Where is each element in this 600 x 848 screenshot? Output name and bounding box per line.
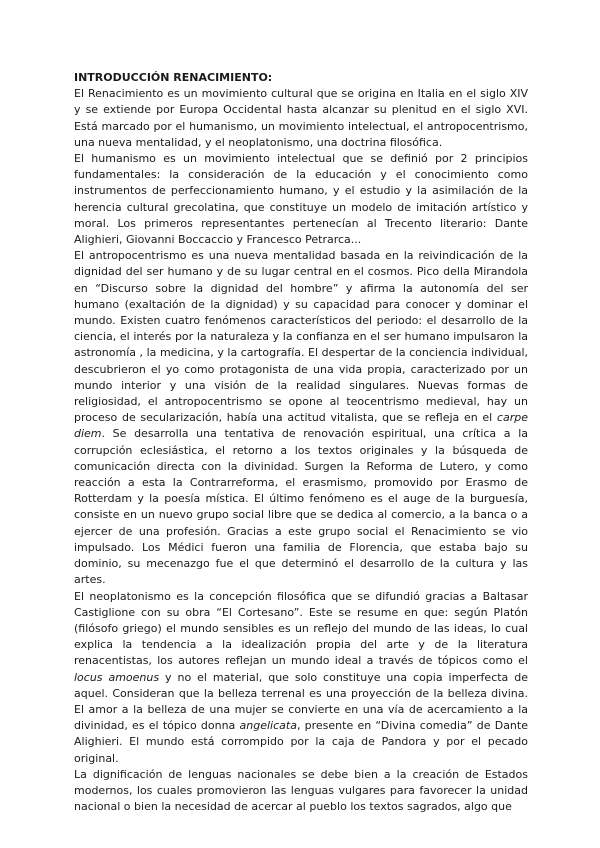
italic-term-carpe-diem: carpe diem [74, 411, 528, 441]
paragraph-antropocentrismo [74, 248, 528, 588]
text-segment: , presente en “Divina comedia” de Dante Alighieri. El mundo está corrompido por la caja de Pandora y por el pecado original. [74, 719, 528, 765]
text-segment: El neoplatonismo es la concepción filosófica que se difundió gracias a Baltasar Castiglione con su obra “El Cortesano”. Este se resume en que: según Platón (filósofo griego) el mundo sensibles es un reflejo del mundo de las ideas, lo cual explica la tendencia a la idealización propia del arte y de la literatura renacentistas, los autores reflejan un mundo ideal a través de tópicos como el [74, 589, 528, 668]
italic-term-angelicata: angelicata [239, 719, 297, 733]
text-segment: El humanismo es un movimiento intelectual que se definió por 2 principios fundamentales: la consideración de la educación y el conocimiento como instrumentos de perfeccionamiento humano, y el estudio y la asimilación de la herencia cultural grecolatina, que constituye un modelo de imitación artístico y moral. Los primeros representantes pertenecían al Trecento literario: Dante Alighieri, Giovanni Boccaccio y Francesco Petrarca... [74, 152, 528, 247]
text-segment: . Se desarrolla una tentativa de renovación espiritual, una crítica a la corrupción eclesiástica, el retorno a los textos originales y la búsqueda de comunicación directa con la divinidad. Surgen la Reforma de Lutero, y como reacción a esta la Contrarreforma, el erasmismo, promovido por Erasmo de Rotterdam y la poesía mística. El último fenómeno es el auge de la burguesía, consiste en un nuevo grupo social libre que se dedica al comercio, a la banca o a ejercer de una profesión. Gracias a este grupo social el Renacimiento se vio impulsado. Los Médici fueron una familia de Florencia, que estaba bajo su dominio, su mecenazgo fue el que determinó el desarrollo de la cultura y las artes. [74, 427, 528, 587]
paragraph-lenguas-nacionales [74, 767, 528, 816]
text-segment: La dignificación de lenguas nacionales se debe bien a la creación de Estados modernos, los cuales promovieron las lenguas vulgares para favorecer la unidad nacional o bien la necesidad de acercar al pueblo los textos sagrados, algo que [74, 767, 528, 814]
italic-term-locus-amoenus: locus amoenus [74, 670, 160, 684]
text-segment: El antropocentrismo es una nueva mentalidad basada en la reivindicación de la dignidad del ser humano y de su lugar central en el cosmos. Pico della Mirandola en “Discurso sobre la dignidad del hombre” y afirma la autonomía del ser humano (exaltación de la dignidad) y su capacidad para conocer y dominar el mundo. Existen cuatro fenómenos característicos del periodo: el desarrollo de la ciencia, el interés por la naturaleza y la confianza en el ser humano impulsaron la astronomía , la medicina, y la cartografía. El despertar de la conciencia individual, descubrieron el yo como protagonista de una vida propia, caracterizado por un mundo interior y una visión de la realidad singulares. Nuevas formas de religiosidad, el antropocentrismo se opone al teocentrismo medieval, hay un proceso de secularización, había una actitud vitalista, que se refleja en el [74, 249, 528, 425]
document-page [74, 70, 528, 815]
paragraph-neoplatonismo [74, 589, 528, 767]
paragraph-humanismo [74, 151, 528, 248]
paragraph-renacimiento [74, 86, 528, 151]
text-segment: y no el material, que solo constituye una copia imperfecta de aquel. Consideran que la belleza terrenal es una proyección de la belleza divina. El amor a la belleza de una mujer se convierte en una vía de acercamiento a la divinidad, es el tópico donna [74, 670, 528, 733]
document-title: INTRODUCCIÓN RENACIMIENTO: [74, 71, 273, 84]
text-segment: El Renacimiento es un movimiento cultural que se origina en Italia en el siglo XIV y se extiende por Europa Occidental hasta alcanzar su plenitud en el siglo XVI. Está marcado por el humanismo, un movimiento intelectual, el antropocentrismo, una nueva mentalidad, y el neoplatonismo, una doctrina filosófica. [74, 87, 528, 149]
